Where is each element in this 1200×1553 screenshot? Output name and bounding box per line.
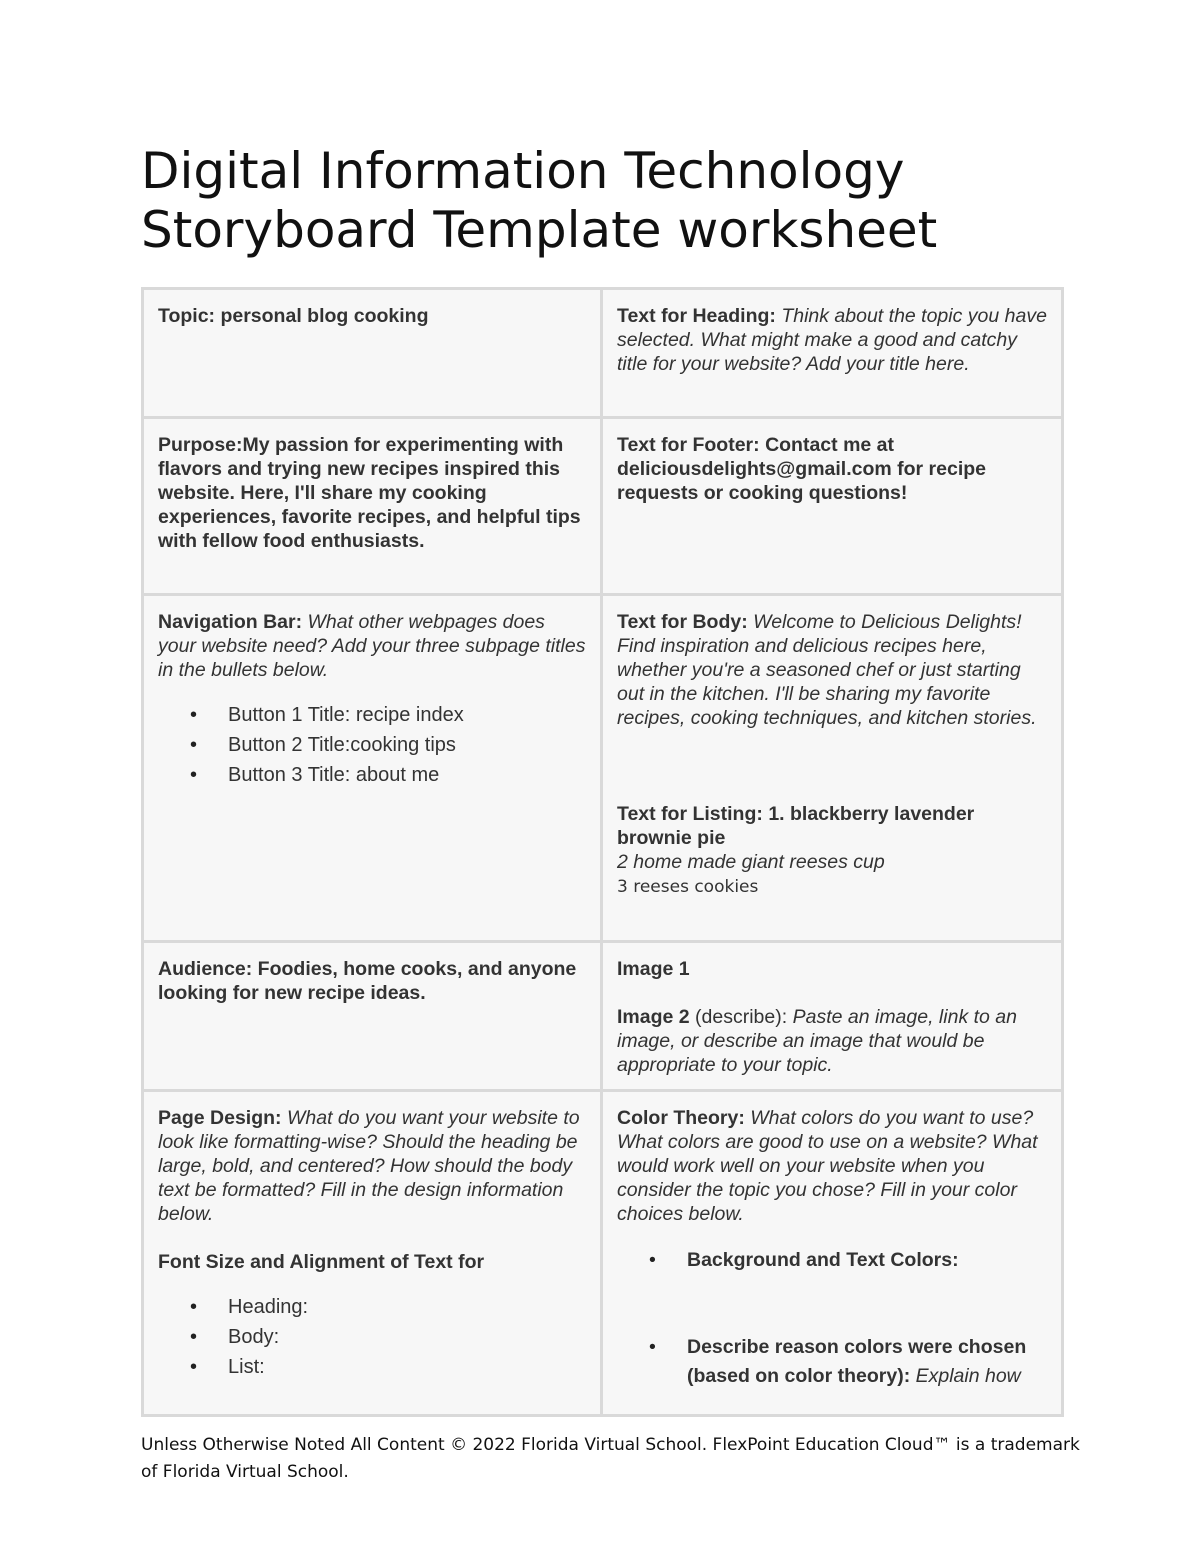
table-row xyxy=(143,595,1063,942)
list-item: • List: xyxy=(228,1352,586,1382)
background-text-colors-label: Background and Text Colors: xyxy=(687,1249,959,1271)
list-item: • Button 2 Title:cooking tips xyxy=(228,730,586,760)
purpose-label: Purpose: xyxy=(158,434,243,456)
storyboard-table xyxy=(141,287,1064,1417)
table-row xyxy=(143,289,1063,418)
list-item: • Heading: xyxy=(228,1292,586,1322)
heading-prompt: Think about the topic you have selected. What might make a good and catchy title for your website? Add your title here. xyxy=(617,305,1047,375)
list-item: • Button 1 Title: recipe index xyxy=(228,700,586,730)
list-item: • Body: xyxy=(228,1322,586,1352)
table-row xyxy=(143,942,1063,1091)
image-2-prompt: Paste an image, link to an image, or describe an image that would be appropriate to your topic. xyxy=(617,1006,1017,1076)
navigation-cell[interactable] xyxy=(143,595,602,942)
purpose-cell[interactable] xyxy=(143,418,602,595)
color-reason-label: Describe reason colors were chosen (based on color theory): xyxy=(687,1336,1027,1387)
table-row xyxy=(143,1091,1063,1416)
footer-text-value: Contact me at deliciousdelights@gmail.com for recipe requests or cooking questions! xyxy=(617,434,987,504)
table-row xyxy=(143,418,1063,595)
body-label: Text for Body: xyxy=(617,611,748,633)
image-2-label: Image 2 xyxy=(617,1006,690,1028)
font-size-subheading: Font Size and Alignment of Text for xyxy=(158,1251,485,1273)
page-design-prompt: What do you want your website to look like formatting-wise? Should the heading be large, bold, and centered? How should the body text be formatted? Fill in the design information below. xyxy=(158,1107,580,1225)
font-size-list xyxy=(158,1292,586,1382)
page-title xyxy=(141,142,1101,260)
list-item xyxy=(687,1333,1047,1391)
listing-item-1: 1. blackberry lavender brownie pie xyxy=(617,803,975,849)
heading-label: Text for Heading: xyxy=(617,305,776,327)
body-text: Welcome to Delicious Delights! Find inspiration and delicious recipes here, whether you're a seasoned chef or just starting out in the kitchen. I'll be sharing my favorite recipes, cooking techniques, and kitchen stories. xyxy=(617,611,1037,729)
audience-cell[interactable] xyxy=(143,942,602,1091)
title-line-1: Digital Information Technology xyxy=(141,142,905,200)
navigation-button-list xyxy=(158,700,586,790)
list-item xyxy=(687,1246,1047,1275)
footer-text-label: Text for Footer: xyxy=(617,434,760,456)
listing-item-3: 3 reeses cookies xyxy=(617,877,759,897)
audience-text: Audience: Foodies, home cooks, and anyone looking for new recipe ideas. xyxy=(158,958,577,1004)
color-theory-label: Color Theory: xyxy=(617,1107,745,1129)
color-theory-prompt: What colors do you want to use? What colors are good to use on a website? What would work well on your website when you consider the topic you chose? Fill in your color choices below. xyxy=(617,1107,1038,1225)
navigation-label: Navigation Bar: xyxy=(158,611,303,633)
listing-item-2: 2 home made giant reeses cup xyxy=(617,851,885,873)
purpose-text: My passion for experimenting with flavors and trying new recipes inspired this website. Here, I'll share my cooking experiences, favorite recipes, and helpful tips with fellow food enthusiasts. xyxy=(158,434,581,552)
body-cell[interactable] xyxy=(602,595,1063,942)
images-cell[interactable] xyxy=(602,942,1063,1091)
list-item: • Button 3 Title: about me xyxy=(228,760,586,790)
topic-text: Topic: personal blog cooking xyxy=(158,305,429,327)
image-2-hint: (describe): xyxy=(695,1006,788,1028)
copyright-footer: Unless Otherwise Noted All Content © 2022 Florida Virtual School. FlexPoint Education Cloud™ is a trademark of Florida Virtual School. xyxy=(141,1435,1080,1482)
title-line-2: Storyboard Template worksheet xyxy=(141,201,938,259)
color-reason-prompt: Explain how xyxy=(915,1365,1021,1387)
navigation-prompt: What other webpages does your website need? Add your three subpage titles in the bullets below. xyxy=(158,611,586,681)
listing-label: Text for Listing: xyxy=(617,803,763,825)
color-theory-cell[interactable] xyxy=(602,1091,1063,1416)
heading-cell[interactable] xyxy=(602,289,1063,418)
color-choice-list xyxy=(617,1246,1047,1391)
image-1-label: Image 1 xyxy=(617,958,690,980)
page-design-cell[interactable] xyxy=(143,1091,602,1416)
page-design-label: Page Design: xyxy=(158,1107,282,1129)
topic-cell[interactable] xyxy=(143,289,602,418)
footer-text-cell[interactable] xyxy=(602,418,1063,595)
